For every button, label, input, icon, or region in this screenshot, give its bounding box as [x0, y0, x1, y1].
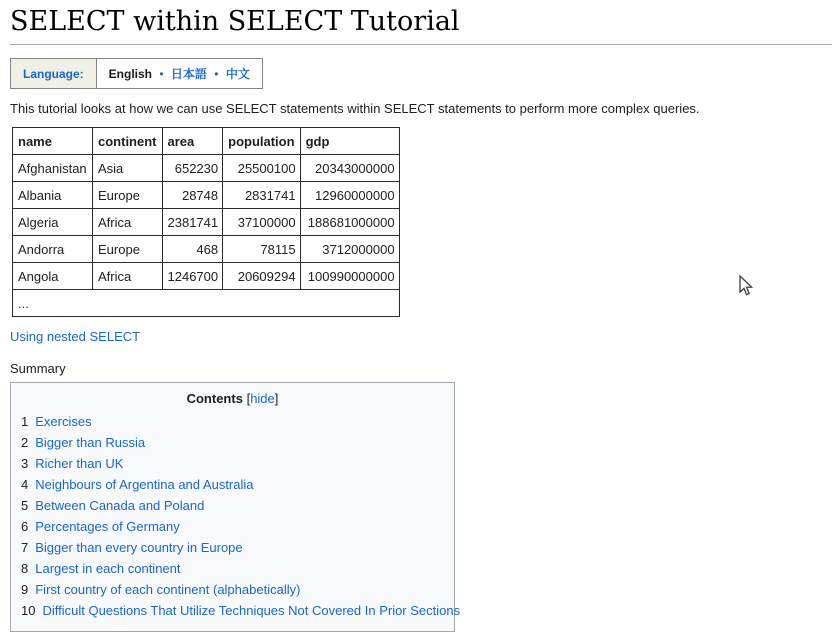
contents-item-number: 7 [21, 540, 29, 555]
language-current: English [108, 67, 153, 81]
contents-item-number: 8 [21, 561, 29, 576]
cell-area: 468 [162, 236, 223, 263]
contents-heading [21, 391, 444, 406]
cell-continent: Europe [93, 236, 163, 263]
language-options [96, 59, 262, 89]
cell-gdp: 3712000000 [300, 236, 399, 263]
title-divider [10, 44, 832, 45]
contents-item [21, 474, 444, 495]
contents-box [10, 382, 461, 632]
language-bar-row [11, 59, 263, 89]
cell-name: Angola [13, 263, 93, 290]
cell-continent: Africa [93, 263, 163, 290]
cell-gdp: 188681000000 [300, 209, 399, 236]
table-ellipsis-row [13, 290, 400, 317]
table-row [13, 182, 400, 209]
column-header-gdp: gdp [300, 128, 399, 155]
cell-name: Albania [13, 182, 93, 209]
table-row [13, 263, 400, 290]
cell-area: 28748 [162, 182, 223, 209]
contents-link-exercises[interactable]: Exercises [35, 414, 92, 429]
cell-name: Andorra [13, 236, 93, 263]
contents-link-bigger-than-russia[interactable]: Bigger than Russia [35, 435, 146, 450]
contents-item-number: 5 [21, 498, 29, 513]
contents-link-neighbours-argentina-australia[interactable]: Neighbours of Argentina and Australia [35, 477, 254, 492]
cell-gdp: 100990000000 [300, 263, 399, 290]
table-row [13, 209, 400, 236]
contents-bracket-close: ] [274, 391, 279, 406]
cell-gdp: 12960000000 [300, 182, 399, 209]
contents-item [21, 537, 444, 558]
cell-area: 652230 [162, 155, 223, 182]
column-header-area: area [162, 128, 223, 155]
contents-hide-link[interactable]: hide [250, 391, 275, 406]
language-separator: • [159, 67, 164, 81]
language-separator: • [214, 67, 219, 81]
contents-item-number: 2 [21, 435, 29, 450]
contents-item [21, 600, 461, 621]
contents-item [21, 516, 444, 537]
cell-area: 1246700 [162, 263, 223, 290]
contents-item-number: 1 [21, 414, 29, 429]
contents-link-first-country-each-continent[interactable]: First country of each continent (alphabetically) [35, 582, 301, 597]
language-bar [10, 58, 263, 89]
contents-link-difficult-questions[interactable]: Difficult Questions That Utilize Techniques Not Covered In Prior Sections [42, 603, 461, 618]
language-label: Language: [11, 59, 97, 89]
language-link-japanese[interactable]: 日本語 [170, 67, 207, 81]
contents-item [21, 432, 444, 453]
page [0, 6, 832, 640]
cell-name: Algeria [13, 209, 93, 236]
table-row [13, 236, 400, 263]
column-header-population: population [223, 128, 300, 155]
contents-link-percentages-of-germany[interactable]: Percentages of Germany [35, 519, 180, 534]
summary-label: Summary [10, 361, 66, 376]
contents-link-bigger-than-every-country-europe[interactable]: Bigger than every country in Europe [35, 540, 243, 555]
contents-item [21, 495, 444, 516]
contents-item-number: 6 [21, 519, 29, 534]
cell-gdp: 20343000000 [300, 155, 399, 182]
using-nested-select-link[interactable]: Using nested SELECT [10, 329, 141, 344]
language-link-chinese[interactable]: 中文 [225, 67, 250, 81]
table-header-row [13, 128, 400, 155]
column-header-continent: continent [93, 128, 163, 155]
contents-item [21, 558, 444, 579]
contents-item [21, 411, 444, 432]
table-row [13, 155, 400, 182]
cell-continent: Europe [93, 182, 163, 209]
page-title: SELECT within SELECT Tutorial [10, 6, 460, 37]
contents-title: Contents [186, 391, 243, 406]
mouse-cursor-icon [738, 275, 754, 297]
cell-name: Afghanistan [13, 155, 93, 182]
world-data-table [12, 127, 400, 317]
contents-link-largest-in-each-continent[interactable]: Largest in each continent [35, 561, 181, 576]
cell-population: 20609294 [223, 263, 300, 290]
cell-population: 25500100 [223, 155, 300, 182]
cell-continent: Africa [93, 209, 163, 236]
contents-item-number: 4 [21, 477, 29, 492]
intro-paragraph: This tutorial looks at how we can use SELECT statements within SELECT statements to perform more complex queries. [10, 101, 700, 116]
contents-link-richer-than-uk[interactable]: Richer than UK [35, 456, 124, 471]
contents-bracket-open: [ [246, 391, 251, 406]
contents-link-between-canada-poland[interactable]: Between Canada and Poland [35, 498, 205, 513]
cell-population: 2831741 [223, 182, 300, 209]
contents-item-number: 3 [21, 456, 29, 471]
contents-item-number: 9 [21, 582, 29, 597]
contents-item [21, 579, 444, 600]
cell-population: 78115 [223, 236, 300, 263]
contents-item [21, 453, 444, 474]
ellipsis-cell: ... [13, 290, 400, 317]
contents-item-number: 10 [21, 603, 36, 618]
column-header-name: name [13, 128, 93, 155]
contents-list [21, 411, 461, 621]
cell-area: 2381741 [162, 209, 223, 236]
cell-continent: Asia [93, 155, 163, 182]
cell-population: 37100000 [223, 209, 300, 236]
